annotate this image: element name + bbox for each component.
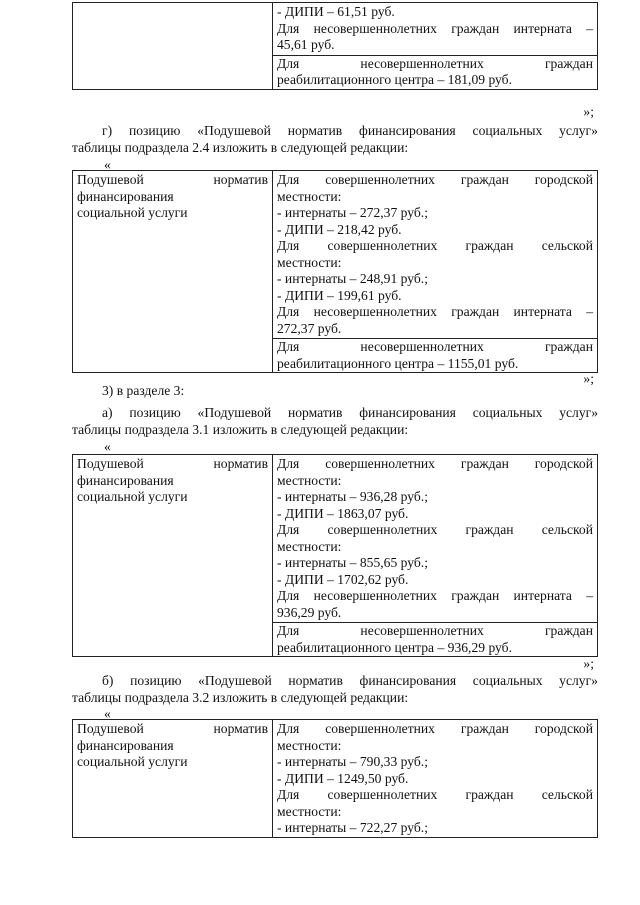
cell-line: 45,61 руб. (277, 37, 335, 52)
opening-quote: « (104, 706, 111, 721)
paragraph-b (72, 672, 598, 706)
cell-line: реабилитационного центра – 181,09 руб. (277, 72, 512, 87)
cell-group (277, 4, 593, 21)
table-section-2-4 (72, 170, 598, 373)
cell-group: Для совершеннолетних граждан сельской местности: - интернаты – 248,91 руб.; - ДИПИ – 199,61 руб. (277, 238, 593, 303)
table-section-3-1 (72, 454, 598, 657)
cell-line: Подушевой норматив (77, 172, 268, 187)
cell-group: Для совершеннолетних граждан городской местности: - интернаты – 936,28 руб.; - ДИПИ – 1863,07 руб. (277, 456, 593, 521)
paragraph-line: таблицы подраздела 3.2 изложить в следующей редакции: (72, 690, 409, 705)
cell-line: социальной услуги (77, 205, 188, 220)
opening-quote: « (104, 157, 111, 172)
opening-quote: « (104, 439, 111, 454)
closing-quote: »; (583, 371, 594, 386)
paragraph-line: г) позицию «Подушевой норматив финансирования социальных услуг» (102, 123, 598, 138)
table-left-cell (73, 171, 273, 373)
paragraph-line: таблицы подраздела 3.1 изложить в следующей редакции: (72, 422, 409, 437)
cell-group: Для несовершеннолетних граждан интерната – 272,37 руб. (277, 304, 593, 336)
cell-line: Для несовершеннолетних граждан (277, 55, 593, 71)
cell-line: финансирования (77, 188, 174, 204)
table-left-cell: Подушевой норматив финансирования социальной услуги (73, 455, 273, 657)
cell-group: Для несовершеннолетних граждан реабилитационного центра – 936,29 руб. (273, 622, 597, 656)
cell-group: Для совершеннолетних граждан городской местности: - интернаты – 790,33 руб.; - ДИПИ – 1249,50 руб. (277, 721, 593, 786)
cell-group: Для совершеннолетних граждан сельской местности: - интернаты – 722,27 руб.; (277, 787, 593, 835)
section-heading: 3) в разделе 3: (102, 383, 185, 398)
table-left-cell: Подушевой норматив финансирования социальной услуги (73, 720, 273, 838)
cell-group (277, 21, 593, 54)
cell-group: Для несовершеннолетних граждан интерната – 936,29 руб. (277, 588, 593, 620)
cell-group (273, 55, 597, 89)
table-right-cell (273, 3, 598, 90)
paragraph-line: таблицы подраздела 2.4 изложить в следующей редакции: (72, 140, 409, 155)
cell-group: Для совершеннолетних граждан городской местности: - интернаты – 272,37 руб.; - ДИПИ – 218,42 руб. (277, 172, 593, 237)
paragraph-g (72, 122, 598, 156)
table-right-cell (273, 455, 598, 657)
paragraph-a (72, 404, 598, 438)
table-section-3-2 (72, 719, 598, 838)
cell-group: Для несовершеннолетних граждан реабилитационного центра – 1155,01 руб. (273, 338, 597, 372)
table-left-cell (73, 3, 273, 90)
cell-line: - ДИПИ – 61,51 руб. (277, 4, 395, 19)
closing-quote: »; (583, 104, 594, 119)
cell-group: Для совершеннолетних граждан сельской местности: - интернаты – 855,65 руб.; - ДИПИ – 1702,62 руб. (277, 522, 593, 587)
paragraph-line: б) позицию «Подушевой норматив финансирования социальных услуг» (102, 673, 598, 688)
table-right-cell (273, 720, 598, 838)
cell-line: Для несовершеннолетних граждан интерната – (277, 20, 593, 36)
table-continuation (72, 2, 598, 90)
paragraph-line: а) позицию «Подушевой норматив финансирования социальных услуг» (102, 405, 598, 420)
closing-quote: »; (583, 656, 594, 671)
table-right-cell (273, 171, 598, 373)
